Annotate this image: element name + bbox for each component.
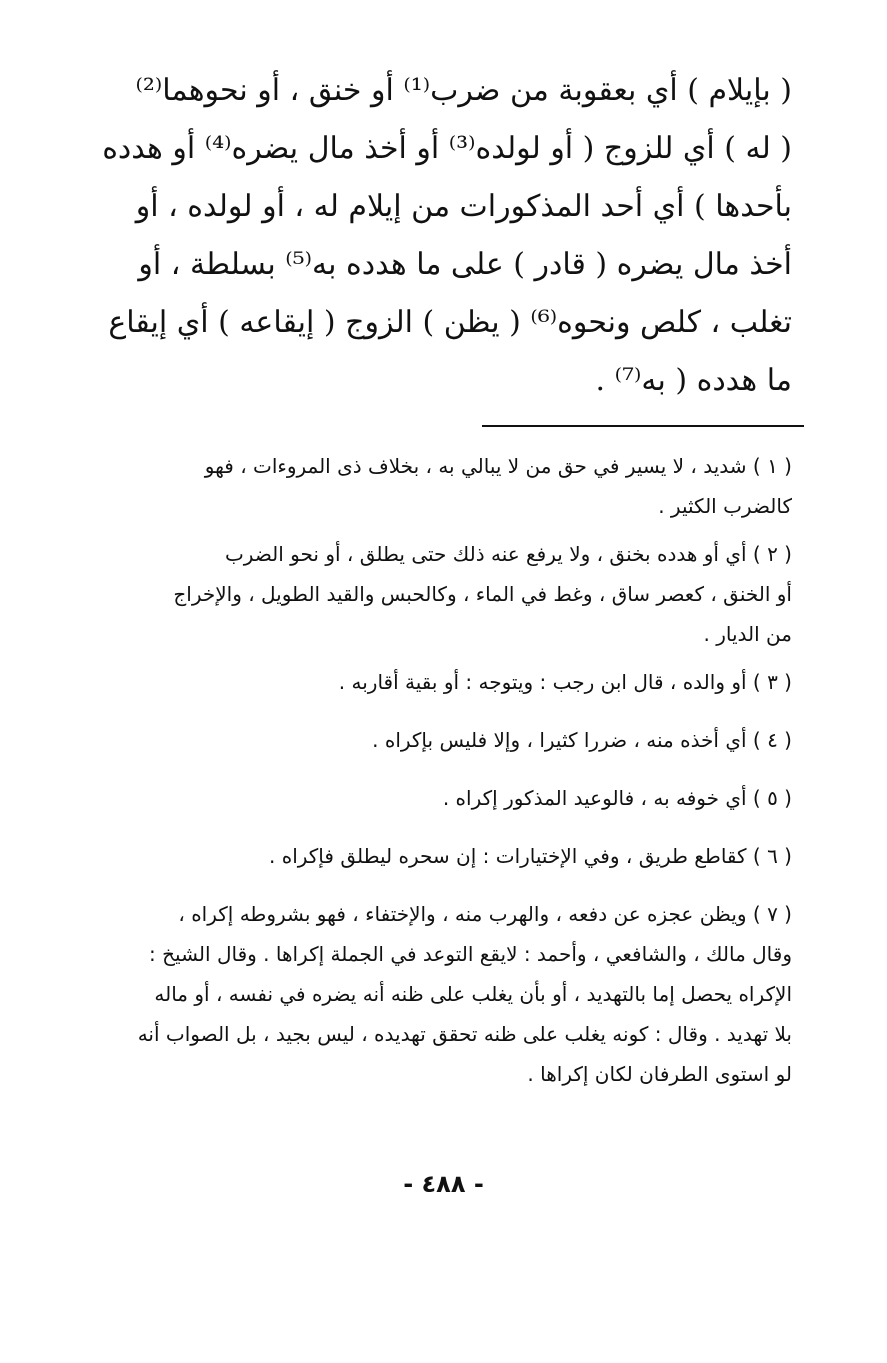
main-text-line: بأحدها ) أي أحد المذكورات من إيلام له ، أو لولده ، أو — [135, 189, 792, 224]
footnote-line: ( ٦ ) كقاطع طريق ، وفي الإختيارات : إن سحره ليطلق فإكراه . — [269, 844, 792, 868]
page-number: - ٤٨٨ - — [403, 1170, 484, 1198]
footnote-line: ( ٥ ) أي خوفه به ، فالوعيد المذكور إكراه . — [442, 786, 792, 810]
footnote-3 — [70, 662, 792, 702]
main-text-line: ما هدده ( به⁽⁷⁾ . — [595, 363, 792, 398]
footnote-7 — [70, 894, 792, 1094]
footnote-6 — [70, 836, 792, 876]
footnote-line: لو استوى الطرفان لكان إكراها . — [527, 1062, 792, 1086]
main-text-line: ( له ) أي للزوج ( أو لولده⁽³⁾ أو أخذ مال يضره⁽⁴⁾ أو هدده — [102, 131, 792, 166]
footnote-line: الإكراه يحصل إما بالتهديد ، أو بأن يغلب على ظنه أنه يضره في نفسه ، أو ماله — [154, 982, 792, 1006]
footnote-line: أو الخنق ، كعصر ساق ، وغط في الماء ، وكالحبس والقيد الطويل ، والإخراج — [173, 582, 792, 606]
main-text — [72, 62, 792, 410]
footnote-line: من الديار . — [703, 622, 792, 646]
footnote-2 — [70, 534, 792, 654]
main-text-line: تغلب ، كلص ونحوه⁽⁶⁾ ( يظن ) الزوج ( إيقاعه ) أي إيقاع — [108, 305, 792, 340]
footnote-4 — [70, 720, 792, 760]
footnote-line: كالضرب الكثير . — [658, 494, 792, 518]
footnote-divider — [482, 425, 804, 427]
footnotes — [70, 446, 792, 1102]
footnote-line: ( ٤ ) أي أخذه منه ، ضررا كثيرا ، وإلا فليس بإكراه . — [372, 728, 792, 752]
footnote-line: ( ٢ ) أي أو هدده بخنق ، ولا يرفع عنه ذلك حتى يطلق ، أو نحو الضرب — [224, 542, 792, 566]
footnote-line: ( ٧ ) ويظن عجزه عن دفعه ، والهرب منه ، والإختفاء ، فهو بشروطه إكراه ، — [178, 902, 792, 926]
main-text-line: أخذ مال يضره ( قادر ) على ما هدده به⁽⁵⁾ بسلطة ، أو — [138, 247, 792, 282]
footnote-line: وقال مالك ، والشافعي ، وأحمد : لايقع التوعد في الجملة إكراها . وقال الشيخ : — [149, 942, 792, 966]
footnote-line: ( ١ ) شديد ، لا يسير في حق من لا يبالي به ، بخلاف ذى المروءات ، فهو — [204, 454, 792, 478]
main-text-line: ( بإيلام ) أي بعقوبة من ضرب⁽¹⁾ أو خنق ، أو نحوهما⁽²⁾ — [135, 73, 792, 108]
footnote-1 — [70, 446, 792, 526]
footnote-line: بلا تهديد . وقال : كونه يغلب على ظنه تحقق تهديده ، ليس بجيد ، بل الصواب أنه — [137, 1022, 792, 1046]
footnote-line: ( ٣ ) أو والده ، قال ابن رجب : ويتوجه : أو بقية أقاربه . — [338, 670, 792, 694]
footnote-5 — [70, 778, 792, 818]
